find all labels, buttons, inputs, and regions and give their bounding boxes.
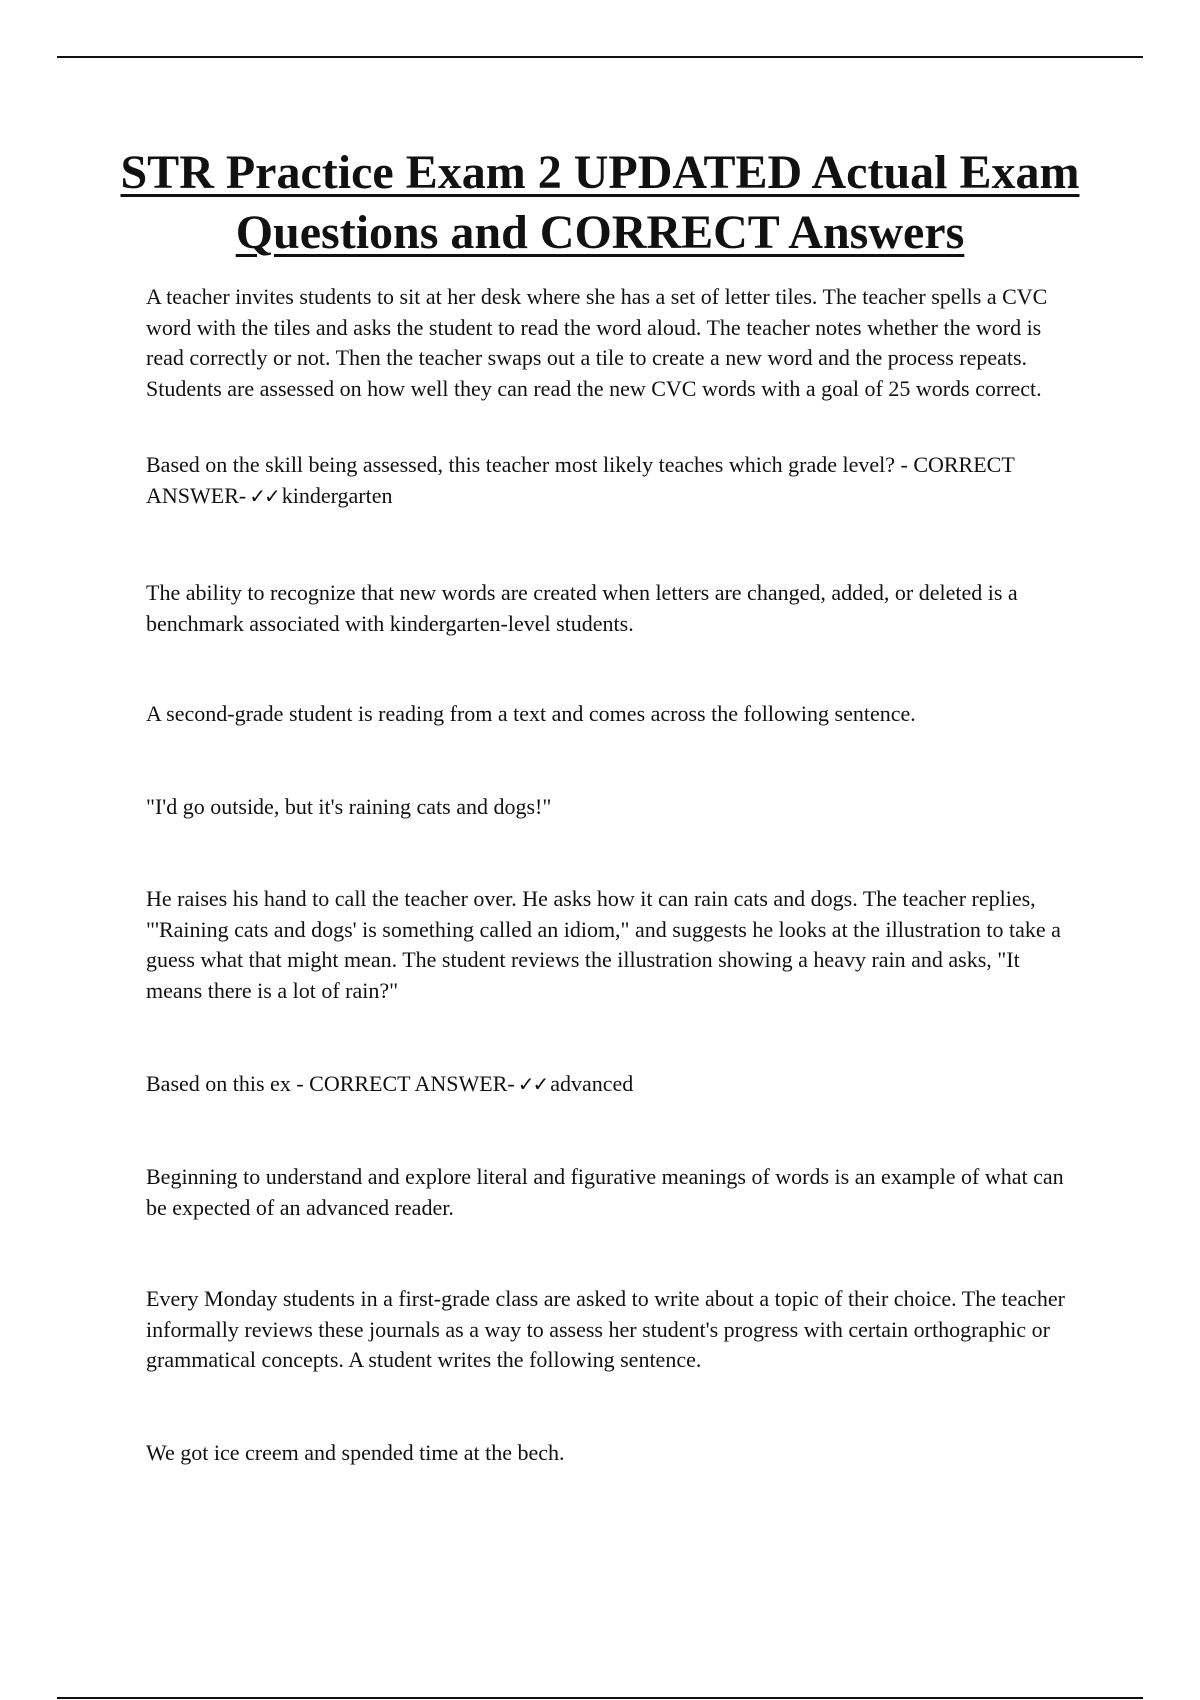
question-1-answer <box>146 450 1066 511</box>
question-1-rationale: The ability to recognize that new words are created when letters are changed, added, or deleted is a benchmark associated with kindergarten-level students. <box>146 580 1018 636</box>
question-2-answer <box>146 1069 1066 1100</box>
document-title <box>60 143 1140 263</box>
question-2-prompt: Based on this ex - CORRECT ANSWER- <box>146 1071 515 1096</box>
question-2-rationale: Beginning to understand and explore literal and figurative meanings of words is an example of what can be expected of an advanced reader. <box>146 1164 1064 1220</box>
question-1-scenario: A teacher invites students to sit at her desk where she has a set of letter tiles. The teacher spells a CVC word with the tiles and asks the student to read the word aloud. The teacher notes whether the word is read correctly or not. Then the teacher swaps out a tile to create a new word and the process repeats. Students are assessed on how well they can read the new CVC words with a goal of 25 words correct. <box>146 284 1048 401</box>
document-title-text: STR Practice Exam 2 UPDATED Actual Exam Questions and CORRECT Answers <box>120 146 1080 259</box>
question-2-intro: A second-grade student is reading from a text and comes across the following sentence. <box>146 701 916 726</box>
question-1-prompt: Based on the skill being assessed, this teacher most likely teaches which grade level? - CORRECT ANSWER- <box>146 452 1015 508</box>
double-check-icon: ✓✓ <box>249 483 279 508</box>
footer-rule <box>57 1697 1143 1699</box>
question-2-correct-answer: advanced <box>550 1071 634 1096</box>
double-check-icon: ✓✓ <box>517 1072 548 1096</box>
question-3-student-sentence: We got ice creem and spended time at the bech. <box>146 1440 565 1465</box>
question-1-correct-answer: kindergarten <box>281 482 393 508</box>
question-2-quote: "I'd go outside, but it's raining cats and dogs!" <box>146 794 552 819</box>
question-3-scenario: Every Monday students in a first-grade class are asked to write about a topic of their choice. The teacher informally reviews these journals as a way to assess her student's progress with certain orthographic or grammatical concepts. A student writes the following sentence. <box>146 1286 1065 1372</box>
header-rule <box>57 56 1143 58</box>
question-2-scenario: He raises his hand to call the teacher over. He asks how it can rain cats and dogs. The teacher replies, "'Raining cats and dogs' is something called an idiom," and suggests he looks at the illustration to take a guess what that might mean. The student reviews the illustration showing a heavy rain and asks, "It means there is a lot of rain?" <box>146 886 1061 1003</box>
